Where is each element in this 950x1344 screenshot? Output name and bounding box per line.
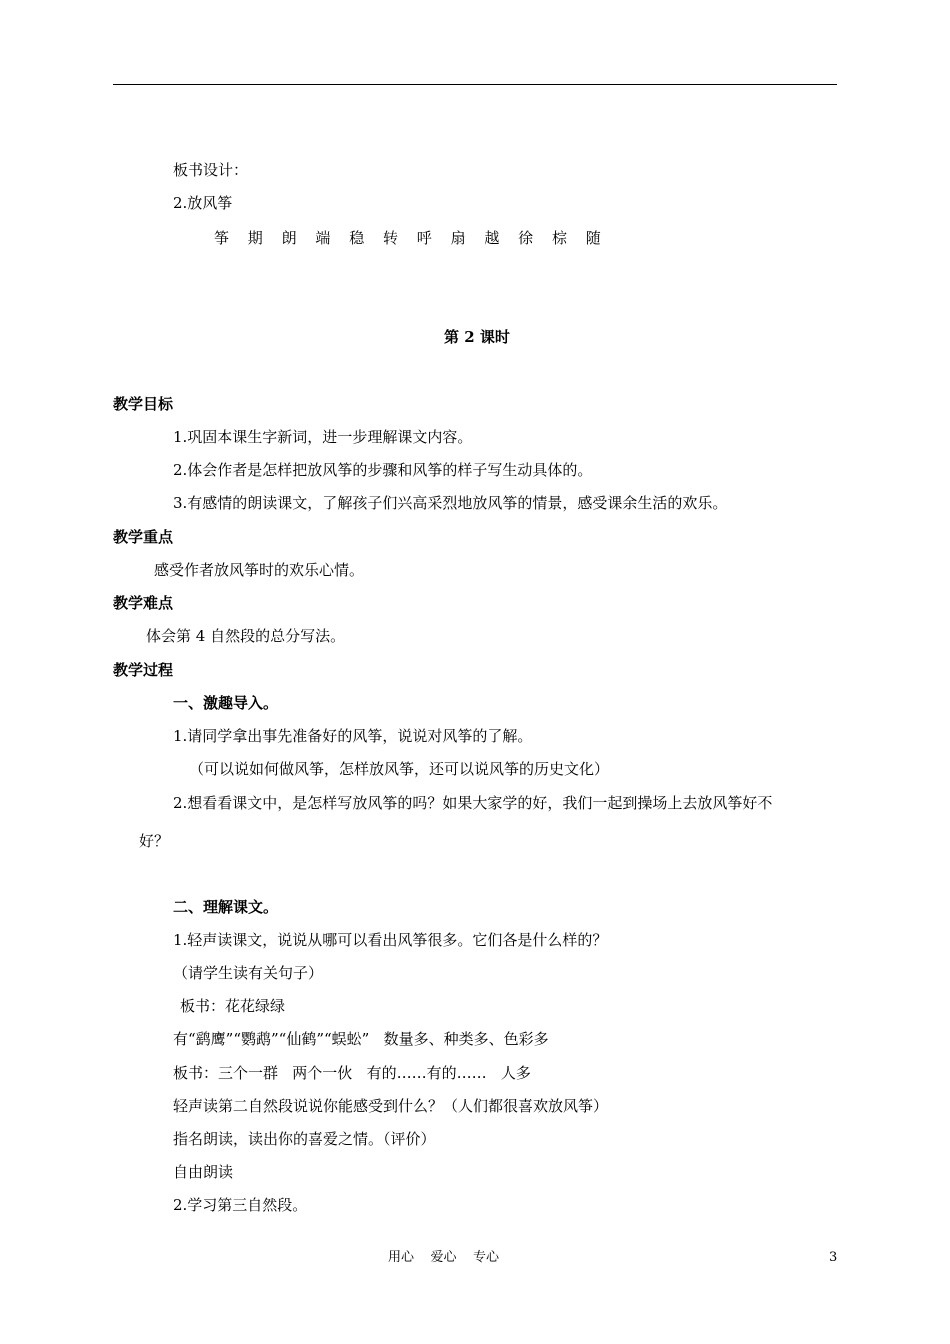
lesson-title: 2.放风筝 — [173, 194, 233, 212]
character: 随 — [585, 229, 601, 247]
character: 棕 — [551, 229, 567, 247]
part2-title: 二、理解课文。 — [173, 898, 279, 916]
character: 转 — [382, 229, 398, 247]
blackboard-design-label: 板书设计： — [173, 161, 249, 179]
difficulty-heading: 教学难点 — [113, 594, 174, 612]
part2-line: 板书：三个一群 两个一伙 有的……有的…… 人多 — [173, 1064, 531, 1082]
part2-line: 有“鹞鹰”“鹦鹉”“仙鹤”“蜈蚣” 数量多、种类多、色彩多 — [173, 1030, 549, 1048]
page-number: 3 — [829, 1250, 838, 1265]
character: 徐 — [518, 229, 534, 247]
part2-line: 自由朗读 — [173, 1163, 234, 1181]
character: 端 — [315, 229, 331, 247]
focus-text: 感受作者放风筝时的欢乐心情。 — [154, 561, 365, 579]
goal-item: 2.体会作者是怎样把放风筝的步骤和风筝的样子写生动具体的。 — [173, 461, 593, 479]
part1-line: 1.请同学拿出事先准备好的风筝，说说对风筝的了解。 — [173, 727, 533, 745]
header-rule — [113, 84, 837, 85]
character: 越 — [484, 229, 500, 247]
new-characters-row — [214, 228, 620, 248]
part2-line: 1.轻声读课文，说说从哪可以看出风筝很多。它们各是什么样的？ — [173, 931, 608, 949]
part1-line: 2.想看看课文中，是怎样写放风筝的吗？如果大家学的好，我们一起到操场上去放风筝好不 — [173, 794, 773, 812]
difficulty-text: 体会第 4 自然段的总分写法。 — [146, 627, 346, 645]
character: 稳 — [349, 229, 365, 247]
character: 呼 — [416, 229, 432, 247]
part2-line: 轻声读第二自然段说说你能感受到什么？（人们都很喜欢放风筝） — [173, 1097, 609, 1115]
goals-heading: 教学目标 — [113, 395, 174, 413]
character: 朗 — [281, 229, 297, 247]
process-heading: 教学过程 — [113, 661, 174, 679]
goal-item: 1.巩固本课生字新词，进一步理解课文内容。 — [173, 428, 473, 446]
character: 筝 — [214, 229, 230, 247]
part1-line: （可以说如何做风筝，怎样放风筝，还可以说风筝的历史文化） — [189, 760, 610, 778]
focus-heading: 教学重点 — [113, 528, 174, 546]
part1-title: 一、激趣导入。 — [173, 694, 279, 712]
part2-line: 指名朗读，读出你的喜爱之情。（评价） — [173, 1130, 436, 1148]
part1-line: 好？ — [139, 832, 170, 850]
character: 期 — [247, 229, 263, 247]
character: 扇 — [450, 229, 466, 247]
part2-line: （请学生读有关句子） — [173, 964, 324, 982]
section-title: 第 2 课时 — [444, 328, 510, 346]
goal-item: 3.有感情的朗读课文，了解孩子们兴高采烈地放风筝的情景，感受课余生活的欢乐。 — [173, 494, 728, 512]
part2-line: 板书：花花绿绿 — [180, 997, 286, 1015]
part2-line: 2.学习第三自然段。 — [173, 1196, 308, 1214]
footer-motto: 用心 爱心 专心 — [388, 1250, 500, 1265]
